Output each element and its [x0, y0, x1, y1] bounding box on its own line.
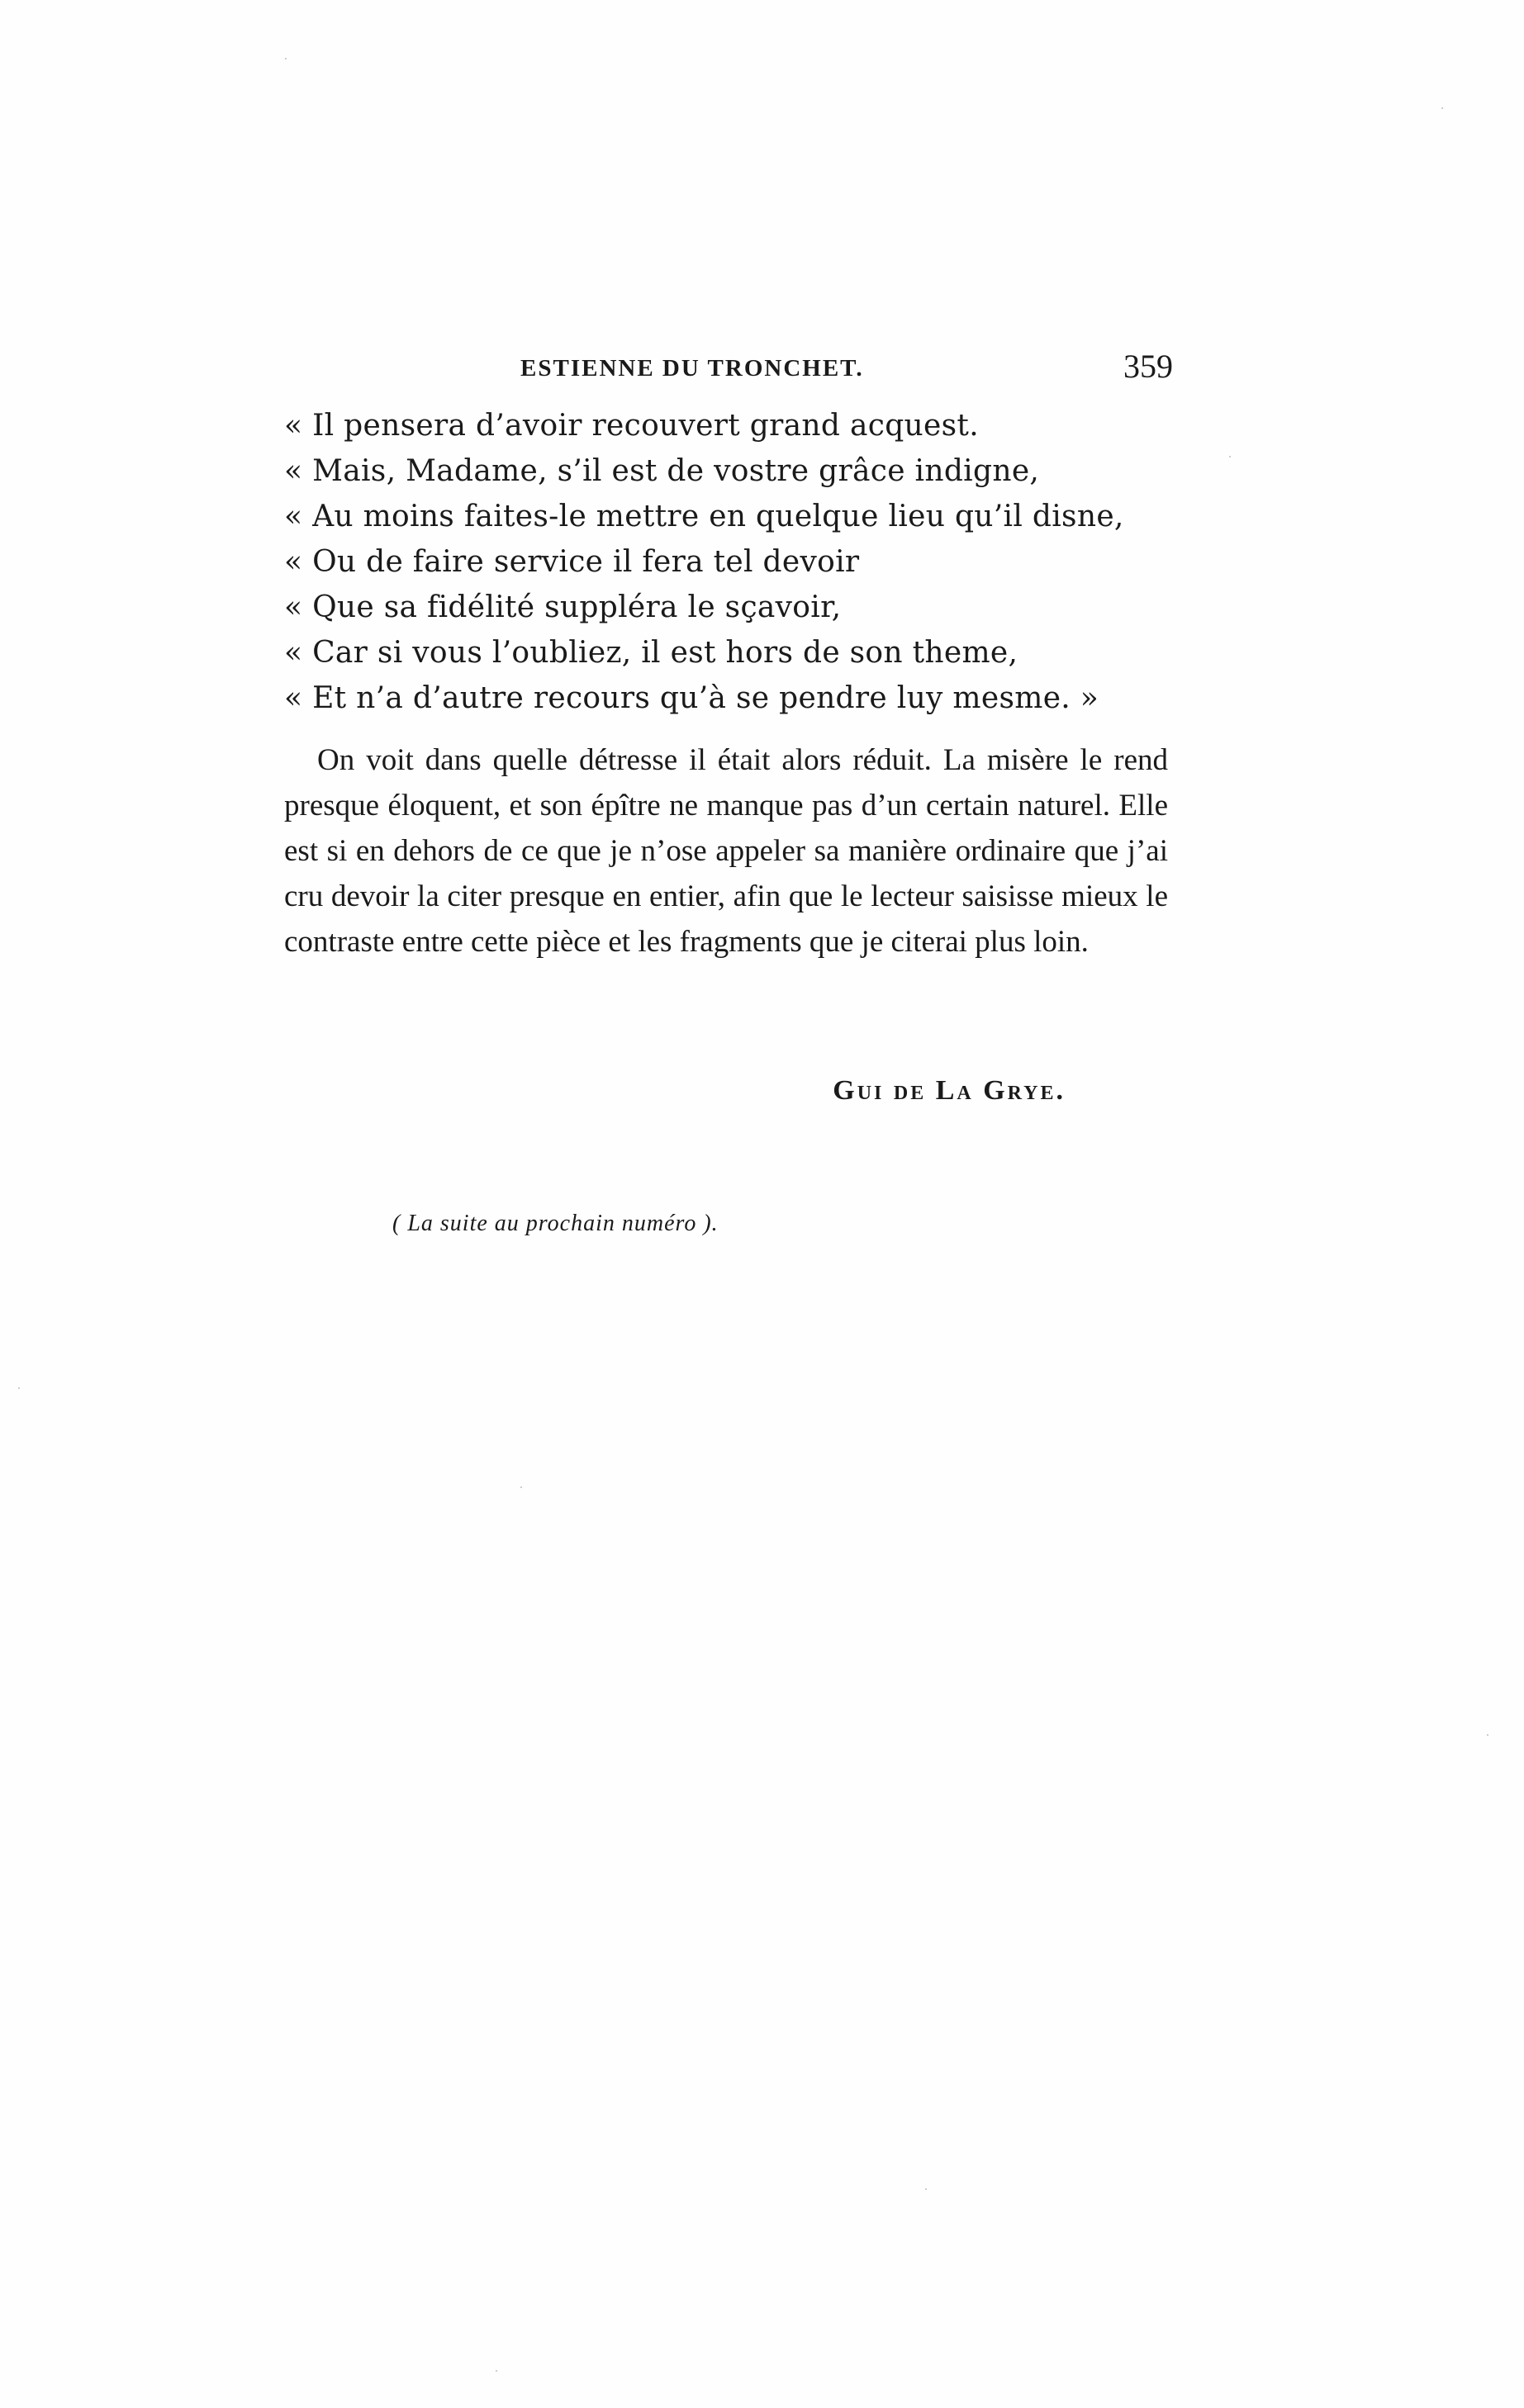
scan-speck — [1229, 456, 1231, 457]
running-title: ESTIENNE DU TRONCHET. — [520, 355, 864, 382]
verse-line: « Et n’a d’autre recours qu’à se pendre luy mesme. » — [284, 681, 1099, 715]
commentary-paragraph: On voit dans quelle détresse il était alors réduit. La misère le rend presque éloquent, et son épître ne manque pas d’un certain naturel. Elle est si en dehors de ce que je n’ose appeler sa manière ordinaire que j’ai cru devoir la citer presque en entier, afin que le lecteur saisisse mieux le contraste entre cette pièce et les fragments que je citerai plus loin. — [284, 743, 1168, 959]
verse-line: « Ou de faire service il fera tel devoir — [284, 545, 860, 579]
scan-speck — [925, 2188, 927, 2190]
scan-speck — [496, 2370, 497, 2372]
author-signature: Gui de La Grye. — [833, 1075, 1066, 1106]
scan-speck — [520, 1486, 522, 1488]
verse-line: « Mais, Madame, s’il est de vostre grâce indigne, — [284, 454, 1040, 488]
page-number: 359 — [1123, 348, 1173, 385]
scan-speck — [1441, 107, 1443, 109]
verse-quotation — [284, 403, 1201, 721]
verse-line: « Que sa fidélité suppléra le sçavoir, — [284, 590, 842, 624]
scan-speck — [285, 58, 287, 59]
scan-speck — [1487, 1734, 1488, 1736]
verse-line: « Il pensera d’avoir recouvert grand acquest. — [284, 409, 979, 443]
verse-line: « Car si vous l’oubliez, il est hors de son theme, — [284, 636, 1018, 670]
running-head — [281, 347, 1173, 396]
continuation-note: ( La suite au prochain numéro ). — [392, 1211, 719, 1236]
scan-speck — [18, 1387, 20, 1389]
verse-line: « Au moins faites-le mettre en quelque lieu qu’il disne, — [284, 500, 1124, 533]
